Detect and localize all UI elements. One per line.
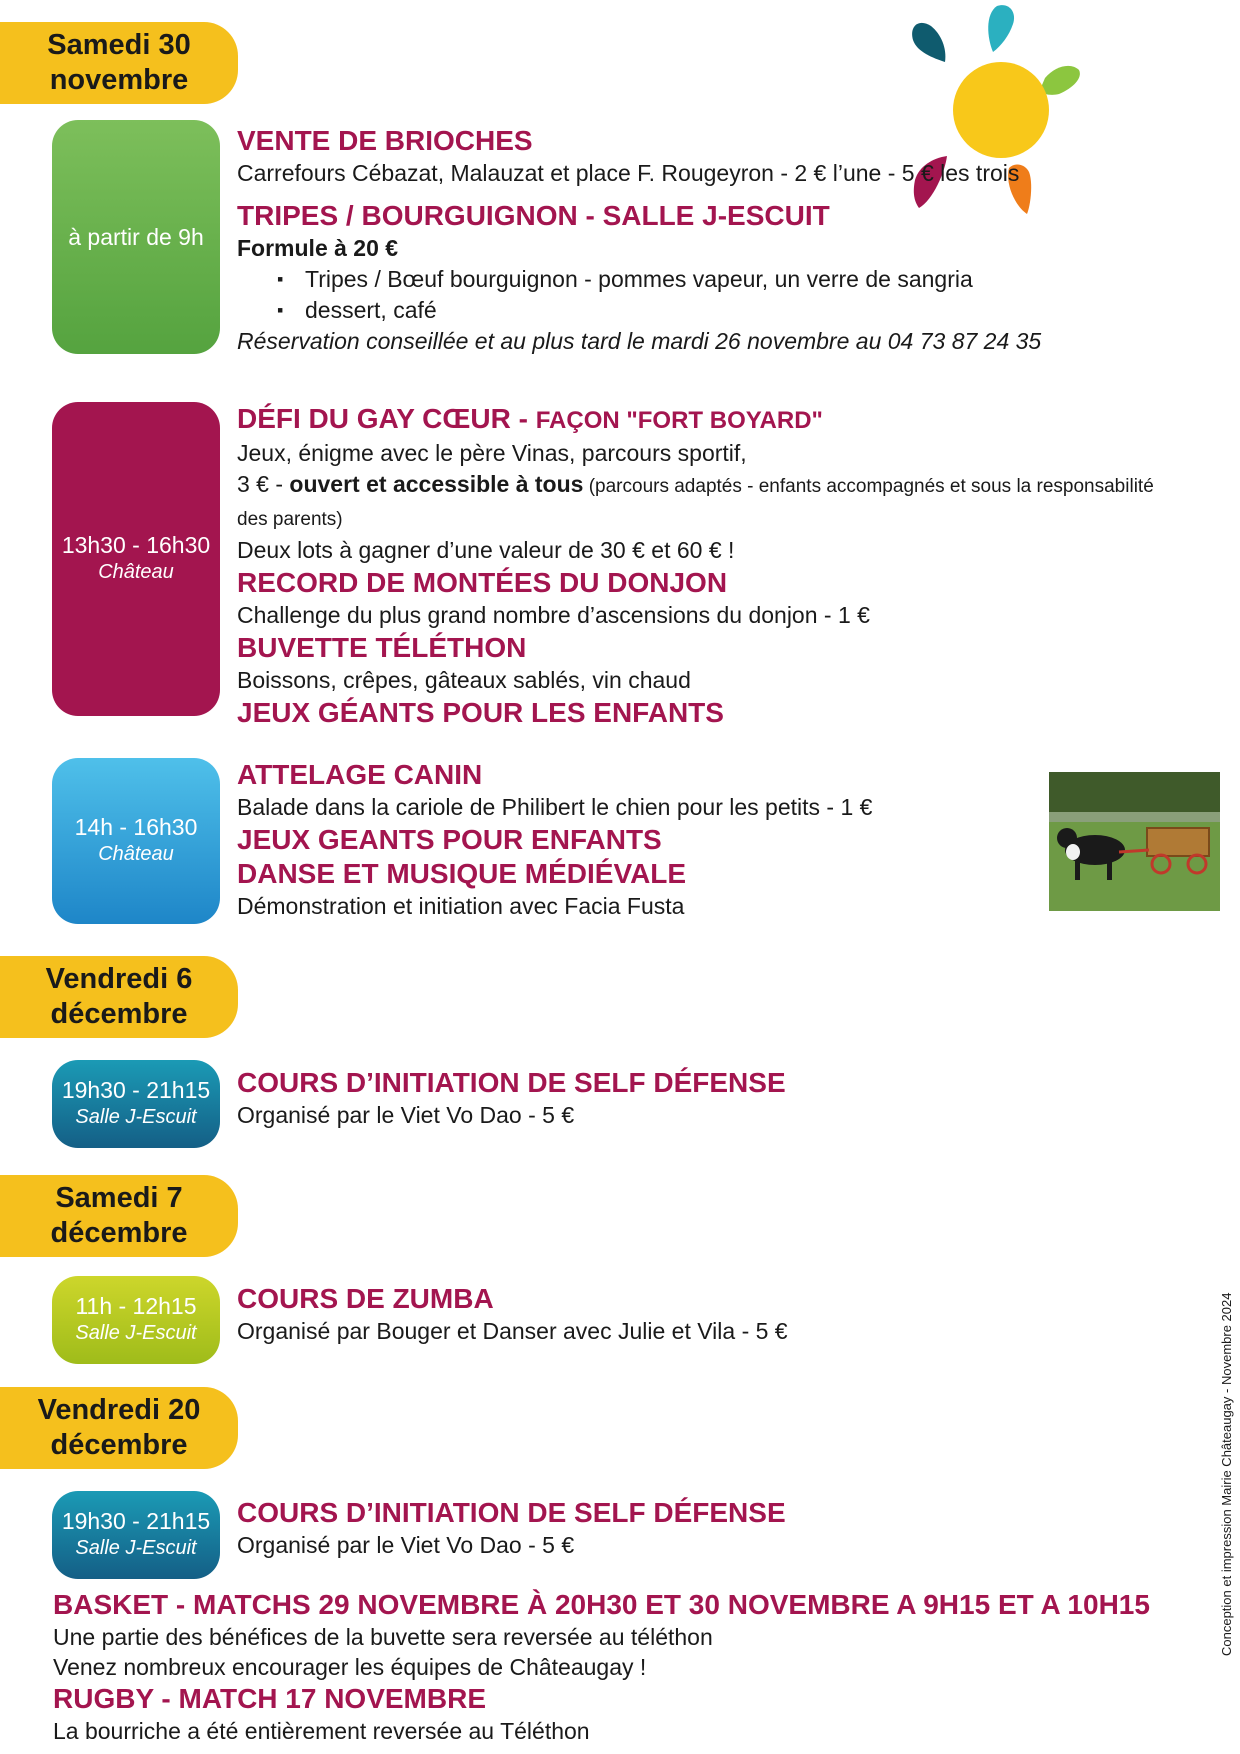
sun-ray-cyan — [988, 5, 1014, 52]
time-box-self-defense-1 — [52, 1060, 220, 1148]
event-desc: Balade dans la cariole de Philibert le chien pour les petits - 1 € — [237, 794, 873, 820]
time-box-self-defense-2 — [52, 1491, 220, 1579]
event-block-self-defense-2 — [237, 1496, 1160, 1561]
event-desc: Organisé par Bouger et Danser avec Julie et Vila - 5 € — [237, 1318, 788, 1344]
date-tab-friday-6 — [0, 956, 238, 1038]
time-label: 19h30 - 21h15 — [61, 1508, 211, 1534]
cart-shaft — [1119, 850, 1149, 852]
event-title: TRIPES / BOURGUIGNON - SALLE J-ESCUIT — [237, 200, 830, 231]
rugby-title: RUGBY - MATCH 17 NOVEMBRE — [53, 1683, 487, 1714]
time-label: 13h30 - 16h30 — [61, 532, 211, 558]
event-title: COURS D’INITIATION DE SELF DÉFENSE — [237, 1497, 786, 1528]
menu-list — [237, 264, 1160, 326]
sun-ray-green — [1039, 66, 1080, 95]
place-label: Château — [98, 561, 174, 583]
place-label: Château — [98, 843, 174, 865]
place-label: Salle J-Escuit — [75, 1106, 197, 1128]
time-label: à partir de 9h — [68, 223, 204, 250]
dog-chest — [1066, 844, 1080, 860]
dog-leg — [1107, 858, 1112, 880]
event-title: VENTE DE BRIOCHES — [237, 125, 533, 156]
dog-cart-photo — [1049, 772, 1220, 911]
basket-desc: Une partie des bénéfices de la buvette sera reversée au téléthon — [53, 1624, 713, 1650]
event-desc: Organisé par le Viet Vo Dao - 5 € — [237, 1102, 575, 1128]
event-title: COURS DE ZUMBA — [237, 1283, 494, 1314]
sports-section — [53, 1588, 1183, 1746]
time-box-afternoon — [52, 402, 220, 716]
date-tab-saturday-30 — [0, 22, 238, 104]
cart-box — [1147, 828, 1209, 856]
date-line1: Samedi 30 — [47, 29, 191, 61]
event-desc: Carrefours Cébazat, Malauzat et place F. Rougeyron - 2 € l’une - 5 € les trois — [237, 160, 1020, 186]
date-line2: novembre — [49, 64, 189, 96]
basket-title: BASKET - MATCHS 29 NOVEMBRE À 20H30 ET 30 NOVEMBRE A 9H15 ET A 10H15 — [53, 1589, 1150, 1620]
event-desc: Deux lots à gagner d’une valeur de 30 € et 60 € ! — [237, 537, 735, 563]
event-desc: Boissons, crêpes, gâteaux sablés, vin chaud — [237, 667, 691, 693]
event-title-main: DÉFI DU GAY CŒUR - — [237, 403, 536, 434]
credit-text: Conception et impression Mairie Châteaugay - Novembre 2024 — [1219, 1292, 1234, 1656]
event-title: JEUX GEANTS POUR ENFANTS — [237, 824, 662, 855]
date-line2: décembre — [50, 998, 188, 1030]
sun-ray-teal-dark — [912, 23, 945, 62]
event-block-zumba — [237, 1282, 1160, 1347]
event-desc: Démonstration et initiation avec Facia Fusta — [237, 893, 685, 919]
date-line2: décembre — [50, 1217, 188, 1249]
menu-item: ▪ Tripes / Bœuf bourguignon - pommes vapeur, un verre de sangria — [277, 264, 1160, 295]
time-box-morning — [52, 120, 220, 354]
event-desc: Challenge du plus grand nombre d’ascensions du donjon - 1 € — [237, 602, 870, 628]
place-label: Salle J-Escuit — [75, 1322, 197, 1344]
event-title: JEUX GÉANTS POUR LES ENFANTS — [237, 697, 724, 728]
basket-desc: Venez nombreux encourager les équipes de Châteaugay ! — [53, 1654, 647, 1680]
open-text: ouvert et accessible à tous — [289, 471, 584, 497]
dog-leg — [1075, 858, 1080, 880]
price-text: 3 € - — [237, 471, 290, 497]
date-tab-saturday-7 — [0, 1175, 238, 1257]
rugby-desc: La bourriche a été entièrement reversée au Téléthon — [53, 1718, 590, 1744]
event-block-afternoon — [237, 402, 1160, 730]
event-title: ATTELAGE CANIN — [237, 759, 483, 790]
time-label: 14h - 16h30 — [74, 814, 198, 840]
event-block-morning — [237, 124, 1160, 357]
menu-item: ▪ dessert, café — [277, 295, 1160, 326]
date-tab-friday-20 — [0, 1387, 238, 1469]
event-desc: Jeux, énigme avec le père Vinas, parcours sportif, — [237, 440, 747, 466]
time-box-zumba — [52, 1276, 220, 1364]
menu-formula: Formule à 20 € — [237, 235, 399, 261]
date-line1: Samedi 7 — [55, 1182, 183, 1214]
time-label: 11h - 12h15 — [75, 1293, 197, 1319]
reservation-note: Réservation conseillée et au plus tard le mardi 26 novembre au 04 73 87 24 35 — [237, 328, 1042, 354]
event-title: DANSE ET MUSIQUE MÉDIÉVALE — [237, 858, 687, 889]
place-label: Salle J-Escuit — [75, 1537, 197, 1559]
time-box-canin — [52, 758, 220, 924]
conditions-text: (parcours adaptés - enfants accompagnés et sous la responsabilité des parents) — [237, 476, 1154, 530]
event-title-sub: FAÇON "FORT BOYARD" — [535, 407, 823, 434]
date-line1: Vendredi 6 — [45, 963, 193, 995]
time-label: 19h30 - 21h15 — [61, 1077, 211, 1103]
event-block-canin — [237, 758, 1030, 922]
date-line2: décembre — [50, 1429, 188, 1461]
event-desc: Organisé par le Viet Vo Dao - 5 € — [237, 1532, 575, 1558]
event-title: RECORD DE MONTÉES DU DONJON — [237, 567, 728, 598]
event-title — [237, 402, 1160, 438]
date-line1: Vendredi 20 — [37, 1394, 201, 1426]
event-block-self-defense-1 — [237, 1066, 1160, 1131]
event-title: COURS D’INITIATION DE SELF DÉFENSE — [237, 1067, 786, 1098]
event-price — [237, 469, 1160, 535]
event-title: BUVETTE TÉLÉTHON — [237, 632, 527, 663]
